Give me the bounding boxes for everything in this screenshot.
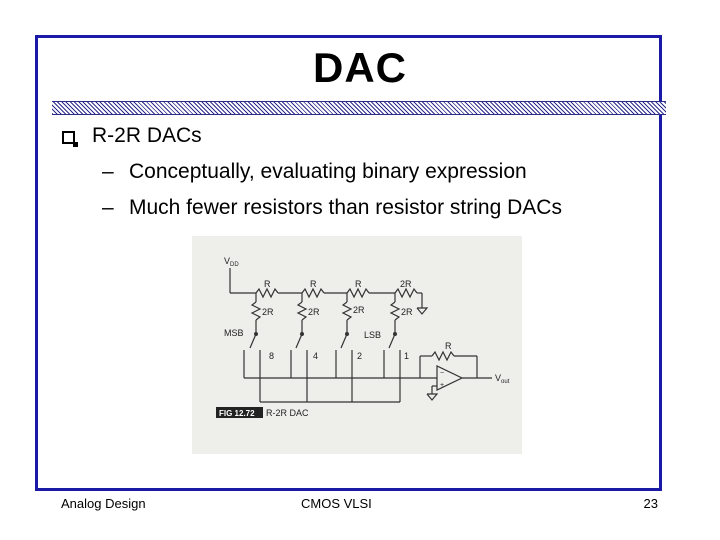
shunt-2r-label: 2R <box>262 307 274 317</box>
series-r-label: R <box>310 279 317 289</box>
bit-weight-label: 8 <box>269 351 275 361</box>
title-divider <box>52 101 666 115</box>
shunt-2r-label: 2R <box>401 307 413 317</box>
dash-icon: – <box>102 196 114 219</box>
bullet-item <box>62 124 202 148</box>
vout-label: $V_{out}$ <box>495 373 510 385</box>
r2r-dac-schematic <box>192 236 522 454</box>
opamp-minus-sign: − <box>440 370 445 377</box>
dash-icon: – <box>102 160 114 183</box>
shunt-2r-label: 2R <box>308 307 320 317</box>
caption-text: R-2R DAC <box>266 408 309 418</box>
subbullet-item <box>102 160 527 184</box>
square-bullet-icon <box>62 131 75 144</box>
feedback-r-label: R <box>445 341 452 351</box>
footer-course: Analog Design <box>61 496 146 511</box>
schematic-labels <box>224 256 510 389</box>
bit-weight-label: 2 <box>357 351 363 361</box>
bullet-text: R-2R DACs <box>92 124 202 147</box>
vdd-label: $V_{DD}$ <box>224 256 239 268</box>
subbullet-text: Much fewer resistors than resistor string DACs <box>129 196 562 219</box>
subbullet-item <box>102 196 562 220</box>
series-r-label: R <box>264 279 271 289</box>
footer-subject: CMOS VLSI <box>301 496 372 511</box>
lsb-label: LSB <box>364 330 382 340</box>
msb-label: MSB <box>224 328 244 338</box>
series-r-label: R <box>355 279 362 289</box>
shunt-2r-label: 2R <box>353 305 365 315</box>
subbullet-text: Conceptually, evaluating binary expression <box>129 160 527 183</box>
bit-weight-label: 4 <box>313 351 319 361</box>
page-number: 23 <box>643 496 658 511</box>
slide-title: DAC <box>313 44 407 91</box>
r2r-dac-figure <box>192 236 522 454</box>
opamp-plus-sign: + <box>440 382 445 389</box>
bit-weight-label: 1 <box>404 351 410 361</box>
top-2r-label: 2R <box>400 279 412 289</box>
caption-tag: FIG 12.72 <box>219 409 255 418</box>
